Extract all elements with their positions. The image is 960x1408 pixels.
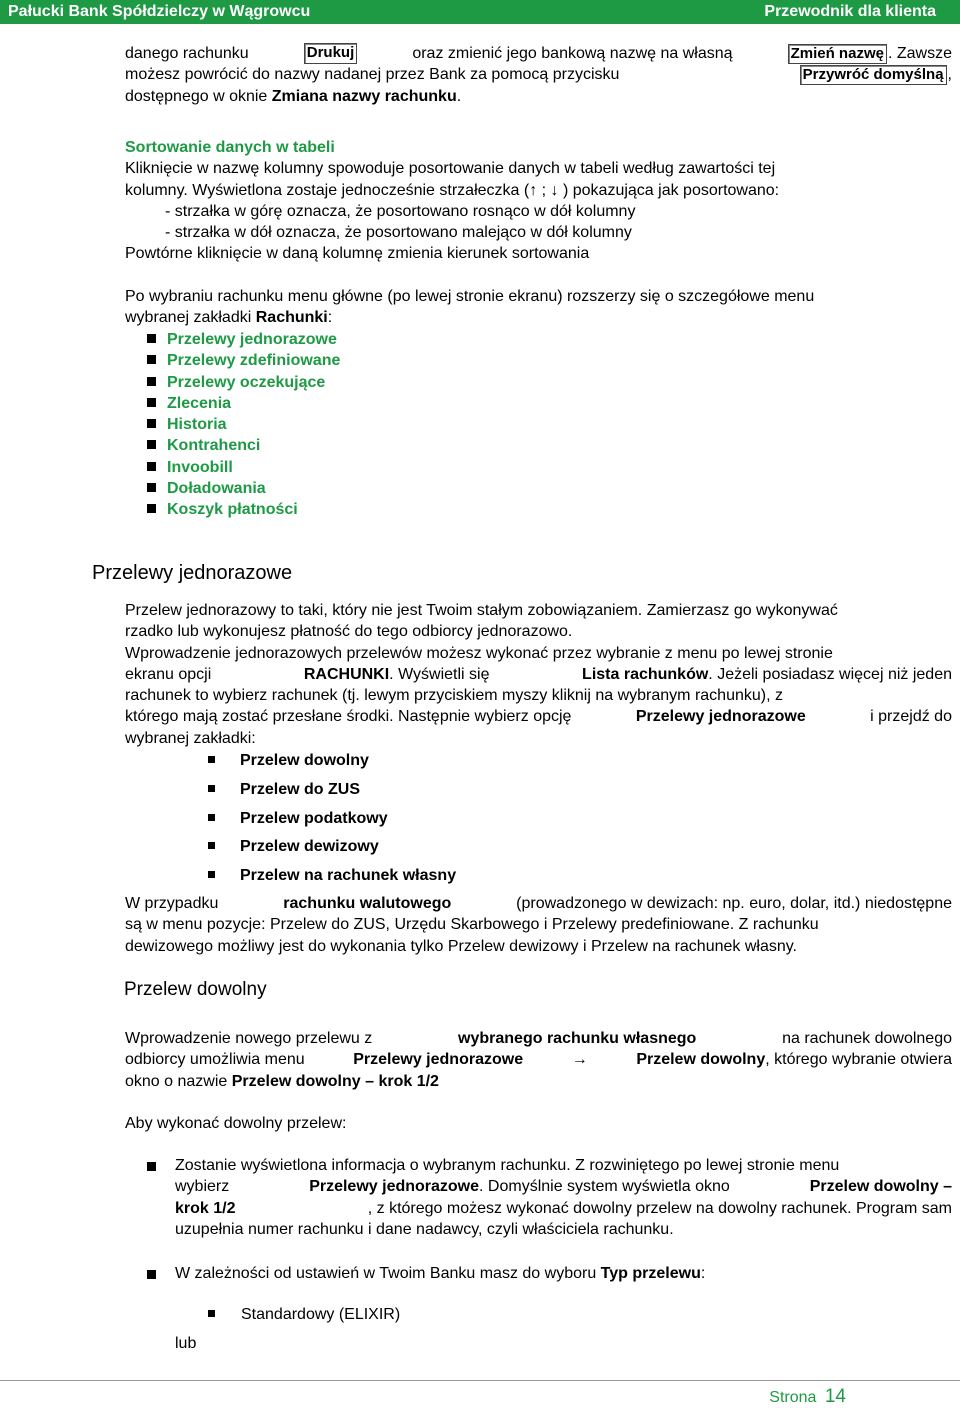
sorting-section: Sortowanie danych w tabeli Kliknięcie w nazwę kolumny spowoduje posortowanie danych w tabeli według zawartości tej kolumny. Wyświetlona zostaje jednocześnie strzałeczka (↑ ; ↓ ) pokazująca jak posortowano: - strzałka w górę oznacza, że posortowano rosnąco w dół kolumny - strzałka w dół oznacza, że posortowano malejąco w dół kolumny Powtórne kliknięcie w daną kolumnę zmienia kierunek sortowania: [125, 137, 952, 265]
square-bullet-icon: [147, 419, 156, 428]
list-item: Przelewy jednorazowe: [147, 329, 340, 350]
square-bullet-icon: [147, 377, 156, 386]
square-bullet-icon: [147, 398, 156, 407]
square-bullet-icon: [208, 1310, 215, 1317]
square-bullet-icon: [208, 756, 215, 763]
print-button-reference: Drukuj: [304, 43, 358, 64]
list-item: Przelew dewizowy: [208, 836, 456, 865]
rename-button-reference: Zmień nazwę: [788, 44, 887, 64]
currency-note: W przypadku rachunku walutowego (prowadzonego w dewizach: np. euro, dolar, itd.) niedostępne są w menu pozycje: Przelew do ZUS, Urzędu Skarbowego i Przelewy predefiniowane. Z rachunku dewizowego możliwy jest do wykonania tylko Przelew dewizowy i Przelew na rachunek własny.: [125, 895, 952, 955]
transfer-types-list: [208, 750, 456, 894]
sorting-title: Sortowanie danych w tabeli: [125, 139, 335, 156]
list-item: Invoobill: [147, 457, 340, 478]
square-bullet-icon: [147, 504, 156, 513]
intro-line-1: danego rachunku Drukuj oraz zmienić jego bankową nazwę na własną Zmień nazwę . Zawsze: [125, 43, 952, 64]
list-item: Przelewy oczekujące: [147, 372, 340, 393]
menu-items-list: [147, 329, 340, 521]
list-item: Przelew dowolny: [208, 750, 456, 779]
menu-intro: Po wybraniu rachunku menu główne (po lewej stronie ekranu) rozszerzy się o szczegółowe menu wybranej zakładki Rachunki:: [125, 288, 815, 327]
square-bullet-icon: [208, 814, 215, 821]
square-bullet-icon: [208, 785, 215, 792]
list-item: Doładowania: [147, 478, 340, 499]
restore-default-button-reference: Przywróć domyślną: [800, 65, 947, 85]
arrow-up-icon: ↑: [529, 181, 538, 199]
square-bullet-icon: [147, 355, 156, 364]
page-footer: Strona 14: [769, 1386, 846, 1407]
list-item: Koszyk płatności: [147, 499, 340, 520]
arrow-right-icon: →: [571, 1051, 588, 1069]
section-heading-przelew-dowolny: Przelew dowolny: [124, 979, 267, 1000]
footer-divider: [0, 1380, 960, 1381]
instruction-step-1: Zostanie wyświetlona informacja o wybranym rachunku. Z rozwiniętego po lewej stronie menu wybierz Przelewy jednorazowe. Domyślnie system wyświetla okno Przelew dowolny – krok 1/2 , z którego możesz wykonać dowolny przelew na dowolny rachunek. Program sam uzupełnia numer rachunku i dane nadawcy, czyli właściciela rachunku.: [175, 1157, 952, 1238]
square-bullet-icon: [147, 1162, 156, 1171]
section1-paragraph: Przelew jednorazowy to taki, który nie jest Twoim stałym zobowiązaniem. Zamierzasz go wykonywać rzadko lub wykonujesz płatność do tego odbiorcy jednorazowo. Wprowadzenie jednorazowych przelewów możesz wykonać przez wybranie z menu po lewej stronie ekranu opcji RACHUNKI. Wyświetli się Lista rachunków. Jeżeli posiadasz więcej niż jeden rachunek to wybierz rachunek (tj. lewym przyciskiem myszy kliknij na wybranym rachunku), z którego mają zostać przesłane środki. Następnie wybierz opcję Przelewy jednorazowe i przejdź do wybranej zakładki:: [125, 602, 952, 747]
document-header: [0, 0, 960, 24]
square-bullet-icon: [208, 871, 215, 878]
list-item: Przelew na rachunek własny: [208, 865, 456, 894]
square-bullet-icon: [147, 334, 156, 343]
square-bullet-icon: [147, 483, 156, 492]
square-bullet-icon: [147, 462, 156, 471]
instruction-intro: Aby wykonać dowolny przelew:: [125, 1115, 347, 1132]
square-bullet-icon: [147, 440, 156, 449]
list-item: Zlecenia: [147, 393, 340, 414]
list-item: Przelew podatkowy: [208, 808, 456, 837]
page-number: 14: [824, 1386, 846, 1407]
intro-paragraph: [125, 43, 952, 107]
guide-title: Przewodnik dla klienta: [764, 3, 936, 20]
square-bullet-icon: [208, 842, 215, 849]
list-item: Przelewy zdefiniowane: [147, 350, 340, 371]
transfer-type-standard: Standardowy (ELIXIR): [241, 1306, 401, 1323]
intro-line-3: dostępnego w oknie Zmiana nazwy rachunku.: [125, 87, 462, 105]
list-item: Kontrahenci: [147, 435, 340, 456]
list-item: Historia: [147, 414, 340, 435]
square-bullet-icon: [147, 1270, 156, 1279]
or-label: lub: [175, 1335, 197, 1352]
section-heading-przelewy-jednorazowe: Przelewy jednorazowe: [92, 562, 293, 584]
instruction-step-2: W zależności od ustawień w Twoim Banku masz do wyboru Typ przelewu:: [175, 1265, 706, 1282]
arrow-down-icon: ↓: [550, 181, 559, 199]
section2-paragraph: Wprowadzenie nowego przelewu z wybranego rachunku własnego na rachunek dowolnego odbiorcy umożliwia menu Przelewy jednorazowe → Przelew dowolny, którego wybranie otwiera okno o nazwie Przelew dowolny – krok 1/2: [125, 1030, 952, 1090]
intro-line-2: możesz powrócić do nazwy nadanej przez Bank za pomocą przycisku Przywróć domyślną ,: [125, 66, 952, 84]
bank-name: Pałucki Bank Spółdzielczy w Wągrowcu: [8, 3, 311, 20]
list-item: Przelew do ZUS: [208, 779, 456, 808]
